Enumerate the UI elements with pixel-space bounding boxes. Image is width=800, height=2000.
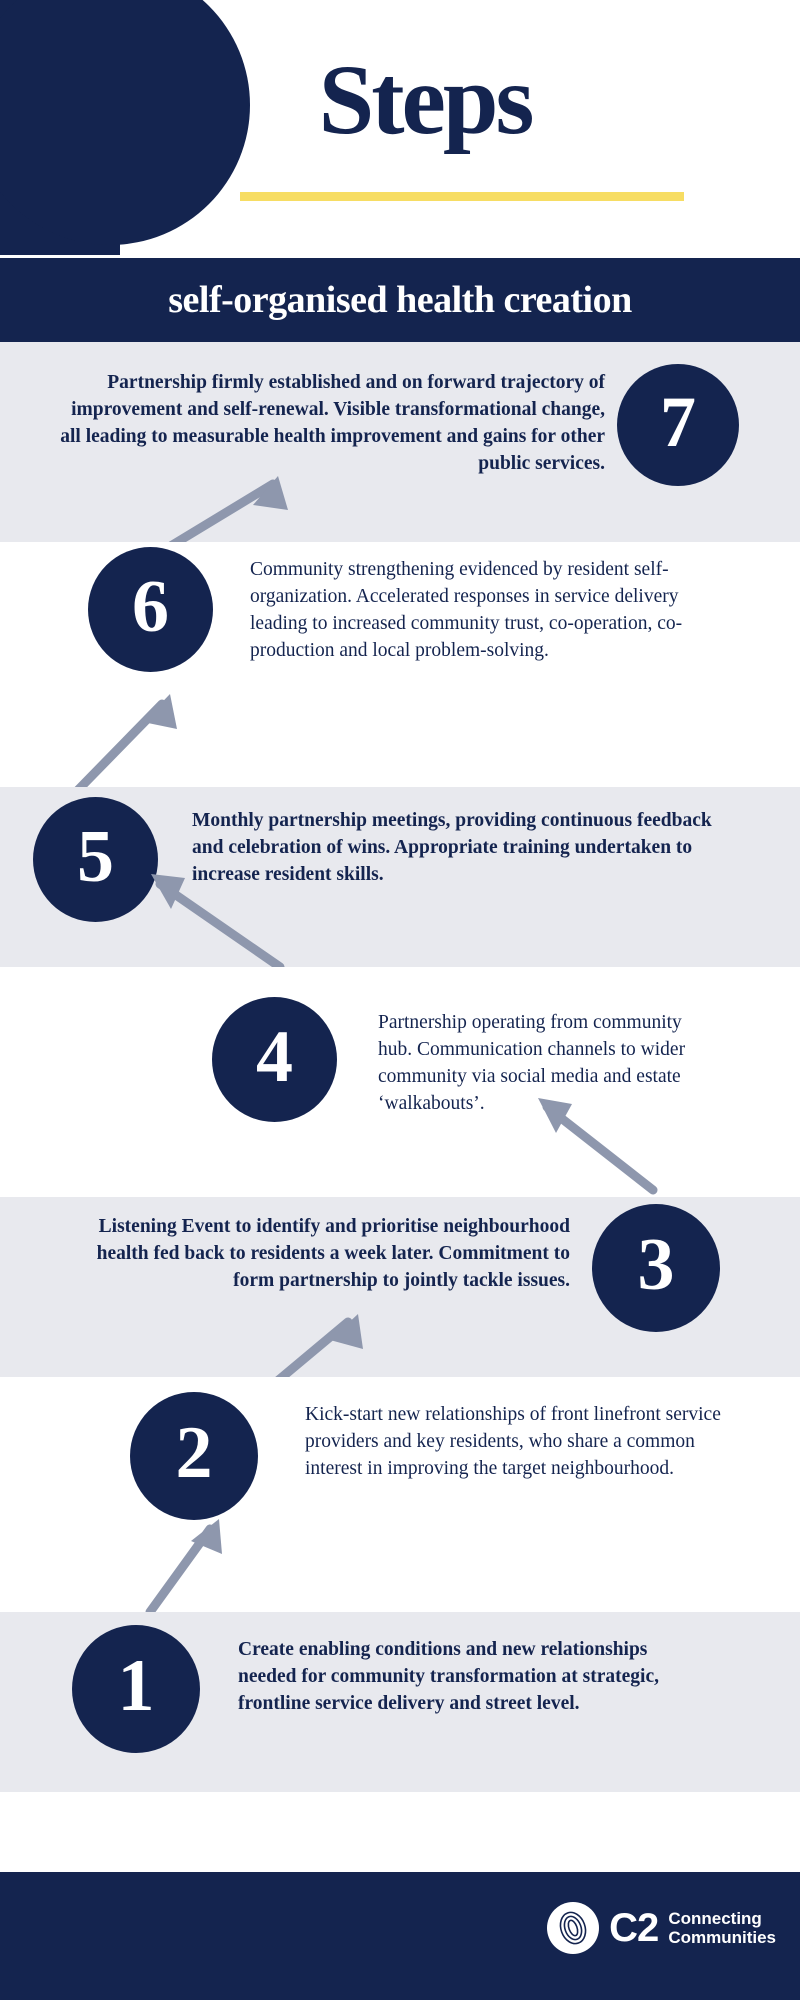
step-number-4: 4 bbox=[256, 1015, 293, 1098]
subtitle-bar bbox=[0, 258, 800, 342]
footer bbox=[0, 1872, 800, 2000]
step-number-3: 3 bbox=[637, 1224, 675, 1306]
subtitle-text: self-organised health creation bbox=[168, 279, 632, 321]
step-number-circle-6 bbox=[88, 547, 213, 672]
step-text-7: Partnership firmly established and on forward trajectory of improvement and self-renewal. Visible transformational change, all leading to measurable health improvement and gains for other public services. bbox=[60, 372, 605, 474]
step-number-circle-4 bbox=[212, 997, 337, 1122]
page-title bbox=[0, 40, 800, 159]
title-line bbox=[268, 40, 532, 159]
step-number-1: 1 bbox=[117, 1645, 155, 1727]
step-number-5: 5 bbox=[77, 815, 114, 898]
step-number-circle-7 bbox=[617, 364, 739, 486]
logo-line-2: Communities bbox=[668, 1928, 776, 1947]
step-number-7: 7 bbox=[660, 382, 696, 462]
spiral-logo-icon bbox=[547, 1902, 599, 1954]
step-text-4: Partnership operating from community hub. Communication channels to wider community via social media and estate ‘walkabouts’. bbox=[378, 1012, 686, 1114]
header bbox=[0, 0, 800, 255]
step-number-6: 6 bbox=[132, 565, 169, 648]
title-number: 7 bbox=[268, 40, 319, 159]
step-number-circle-3 bbox=[592, 1204, 720, 1332]
logo-line-1: Connecting bbox=[668, 1908, 762, 1928]
title-word: Steps bbox=[318, 44, 532, 155]
step-text-5: Monthly partnership meetings, providing continuous feedback and celebration of wins. Appropriate training undertaken to increase resident skills. bbox=[192, 810, 712, 885]
step-text-2: Kick-start new relationships of front linefront service providers and key residents, who share a common interest in improving the target neighbourhood. bbox=[305, 1404, 721, 1479]
arrow-1-to-2 bbox=[125, 1497, 260, 1622]
step-text-3: Listening Event to identify and prioritise neighbourhood health fed back to residents a week later. Commitment to form partnership to jointly tackle issues. bbox=[96, 1216, 570, 1291]
step-number-2: 2 bbox=[175, 1412, 213, 1494]
step-number-circle-1 bbox=[72, 1625, 200, 1753]
logo-wordmark bbox=[668, 1909, 776, 1947]
arrow-4-to-5 bbox=[125, 842, 300, 977]
title-underline bbox=[240, 192, 684, 201]
arrow-5-to-6 bbox=[50, 672, 210, 797]
logo-abbreviation: C2 bbox=[609, 1905, 659, 1950]
steps-container bbox=[0, 342, 800, 1872]
footer-logo bbox=[547, 1902, 776, 1954]
step-text-6: Community strengthening evidenced by resident self-organization. Accelerated responses in service delivery leading to increased community trust, co-operation, co-production and local problem-solving. bbox=[250, 559, 683, 661]
step-text-1: Create enabling conditions and new relationships needed for community transformation at strategic, frontline service delivery and street level. bbox=[238, 1639, 659, 1714]
arrow-3-to-4 bbox=[505, 1072, 685, 1207]
